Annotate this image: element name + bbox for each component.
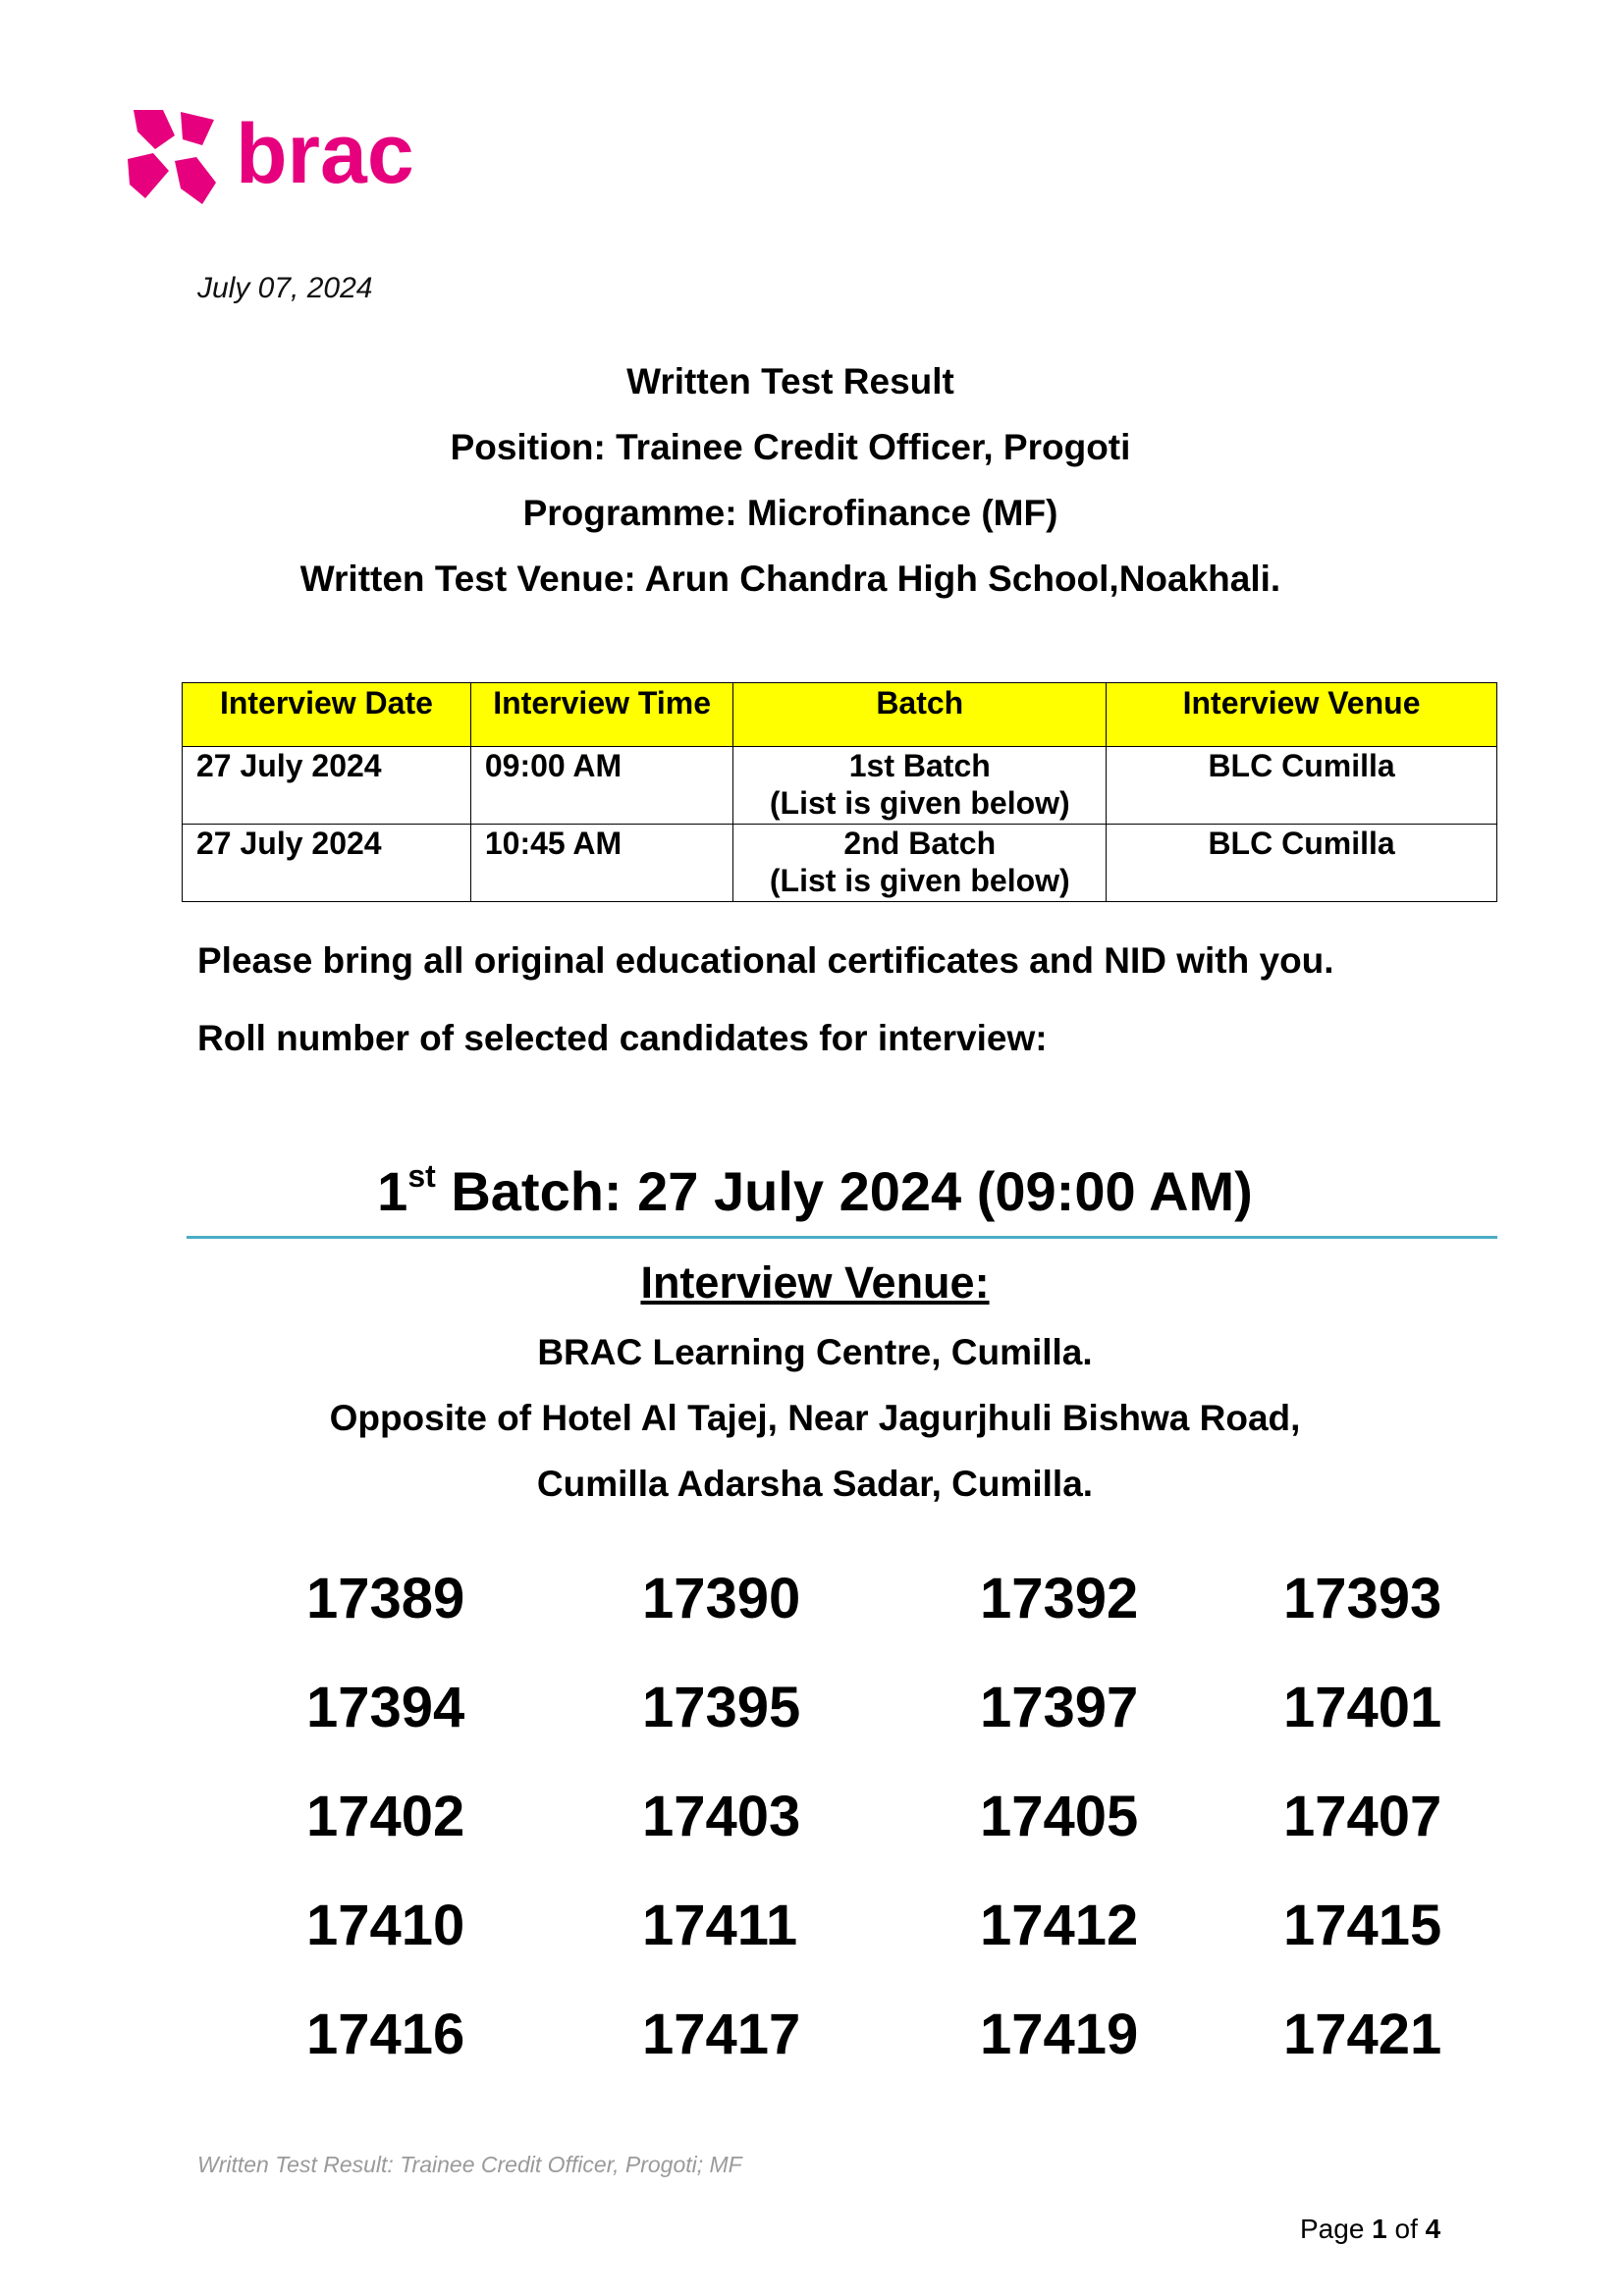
batch-1-title-number: 1 [377, 1160, 408, 1222]
roll-number: 17392 [980, 1567, 1139, 1630]
page-of: of [1386, 2214, 1426, 2244]
brac-logo [126, 102, 440, 210]
roll-number: 17390 [642, 1567, 801, 1630]
batch-1-title-ordinal: st [407, 1158, 436, 1194]
col-batch: Batch [733, 683, 1107, 747]
roll-number: 17419 [980, 2002, 1139, 2066]
batch-1-title-text: Batch: 27 July 2024 (09:00 AM) [435, 1160, 1253, 1222]
roll-row [306, 1675, 1485, 1784]
batch-name: 1st Batch [848, 748, 991, 783]
heading-title: Written Test Result [626, 361, 954, 401]
roll-number: 17402 [306, 1785, 465, 1848]
roll-row [306, 1566, 1485, 1675]
page-number [1300, 2214, 1440, 2245]
interview-venue-heading: Interview Venue: [640, 1257, 990, 1308]
table-header-row [183, 683, 1497, 747]
roll-number: 17417 [642, 2002, 801, 2066]
document-heading [0, 348, 1581, 612]
venue-address-line: Cumilla Adarsha Sadar, Cumilla. [536, 1464, 1094, 1504]
roll-number: 17389 [306, 1567, 465, 1630]
roll-number: 17407 [1283, 1785, 1442, 1848]
bring-documents-note: Please bring all original educational certificates and NID with you. [197, 940, 1334, 981]
heading-position: Position: Trainee Credit Officer, Progoti [450, 427, 1131, 467]
venue-address-line: Opposite of Hotel Al Tajej, Near Jagurjhuli Bishwa Road, [329, 1398, 1301, 1438]
roll-number: 17410 [306, 1894, 465, 1957]
venue-address-line: BRAC Learning Centre, Cumilla. [537, 1332, 1093, 1372]
batch-1-title [0, 1158, 1624, 1223]
roll-number-grid [306, 1566, 1485, 2110]
brac-logo-graphic [126, 102, 440, 210]
roll-number: 17401 [1283, 1676, 1442, 1739]
interview-venue-block [0, 1255, 1624, 1517]
brac-wordmark: brac [236, 107, 414, 201]
batch-name: 2nd Batch [843, 826, 997, 861]
roll-numbers-intro: Roll number of selected candidates for interview: [197, 1018, 1048, 1058]
heading-test-venue: Written Test Venue: Arun Chandra High School,Noakhali. [299, 559, 1281, 599]
roll-number: 17421 [1283, 2002, 1442, 2066]
document-date: July 07, 2024 [197, 272, 373, 304]
col-interview-time: Interview Time [470, 683, 733, 747]
footer-document-title: Written Test Result: Trainee Credit Officer, Progoti; MF [197, 2152, 742, 2177]
roll-number: 17395 [642, 1676, 801, 1739]
cell-date: 27 July 2024 [183, 825, 471, 902]
cell-date: 27 July 2024 [183, 747, 471, 825]
roll-number: 17394 [306, 1676, 465, 1739]
roll-number: 17416 [306, 2002, 465, 2066]
roll-number: 17412 [980, 1894, 1139, 1957]
roll-number: 17411 [642, 1894, 798, 1957]
roll-row [306, 1893, 1485, 2002]
cell-time: 10:45 AM [470, 825, 733, 902]
table-row [183, 825, 1497, 902]
cell-venue: BLC Cumilla [1107, 747, 1497, 825]
col-interview-date: Interview Date [183, 683, 471, 747]
cell-time: 09:00 AM [470, 747, 733, 825]
col-interview-venue: Interview Venue [1107, 683, 1497, 747]
batch-note: (List is given below) [769, 785, 1070, 821]
page-total: 4 [1425, 2214, 1441, 2244]
table-row [183, 747, 1497, 825]
section-divider [187, 1236, 1497, 1239]
roll-number: 17403 [642, 1785, 801, 1848]
batch-note: (List is given below) [769, 863, 1070, 898]
page-prefix: Page [1300, 2214, 1373, 2244]
cell-batch [733, 747, 1107, 825]
cell-venue: BLC Cumilla [1107, 825, 1497, 902]
interview-schedule-table [182, 682, 1497, 902]
heading-programme: Programme: Microfinance (MF) [522, 493, 1058, 533]
roll-row [306, 1784, 1485, 1893]
roll-number: 17415 [1283, 1894, 1442, 1957]
roll-number: 17405 [980, 1785, 1139, 1848]
roll-number: 17397 [980, 1676, 1139, 1739]
cell-batch [733, 825, 1107, 902]
roll-row [306, 2002, 1485, 2110]
roll-number: 17393 [1283, 1567, 1442, 1630]
page-current: 1 [1372, 2214, 1387, 2244]
